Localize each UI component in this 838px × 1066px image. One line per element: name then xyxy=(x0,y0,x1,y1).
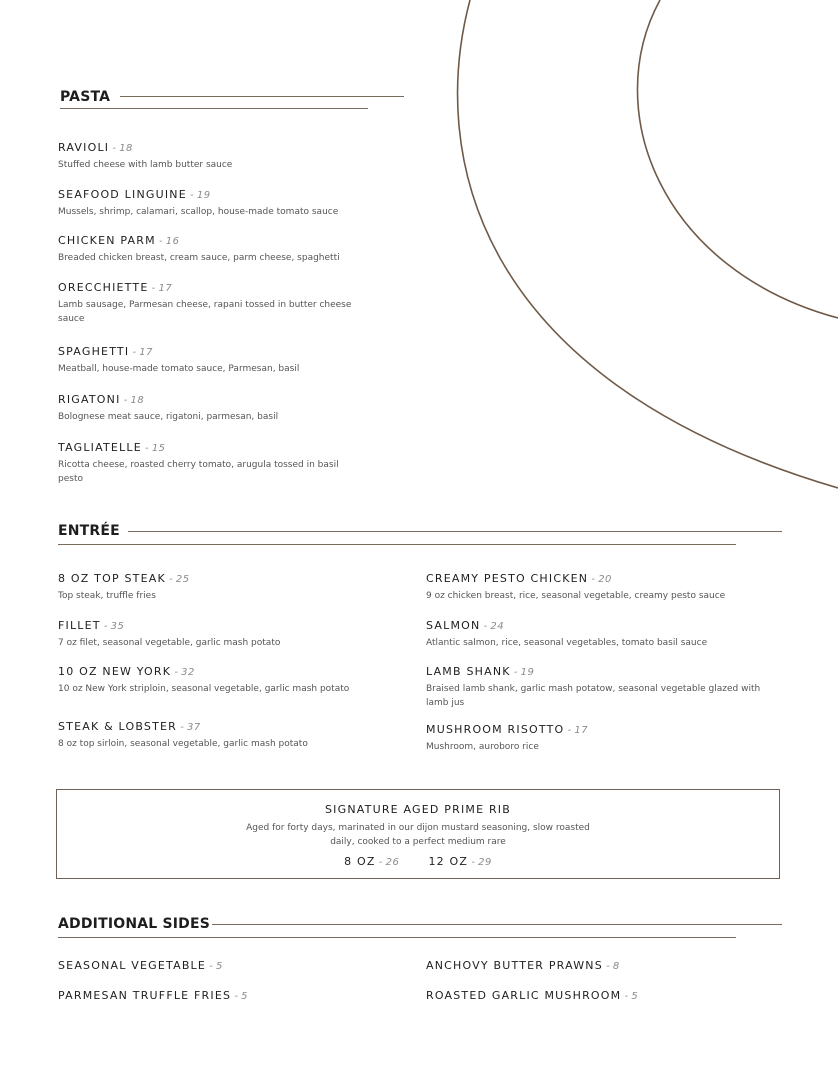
item-description: Atlantic salmon, rice, seasonal vegetables, tomato basil sauce xyxy=(426,638,708,648)
signature-size: 12 OZ - 29 xyxy=(428,855,492,868)
item-description: Breaded chicken breast, cream sauce, parm cheese, spaghetti xyxy=(58,253,340,263)
item-name: MUSHROOM RISOTTO xyxy=(426,723,565,736)
section-title-pasta: PASTA xyxy=(60,89,111,105)
item-price: 25 xyxy=(175,574,190,585)
item-description: Top steak, truffle fries xyxy=(58,591,156,601)
signature-description: Aged for forty days, marinated in our dijon mustard seasoning, slow roasted daily, cooked to a perfect medium rare xyxy=(246,823,590,847)
menu-item: TAGLIATELLE - 15 Ricotta cheese, roasted cherry tomato, arugula tossed in basil pesto xyxy=(58,439,358,486)
item-name: RIGATONI xyxy=(58,393,121,406)
menu-item: CREAMY PESTO CHICKEN - 20 9 oz chicken breast, rice, seasonal vegetable, creamy pesto sauce xyxy=(426,570,776,603)
size-price: 29 xyxy=(478,857,492,868)
item-name: TAGLIATELLE xyxy=(58,441,142,454)
item-price: 20 xyxy=(598,574,612,585)
signature-size: 8 OZ - 26 xyxy=(344,855,400,868)
section-title-sides: ADDITIONAL SIDES xyxy=(58,916,211,932)
menu-item: PARMESAN TRUFFLE FRIES - 5 xyxy=(58,989,249,1002)
pasta-rule-top xyxy=(120,96,404,97)
item-description: Stuffed cheese with lamb butter sauce xyxy=(58,160,233,170)
item-description: Mussels, shrimp, calamari, scallop, house-made tomato sauce xyxy=(58,207,339,217)
item-description: 7 oz filet, seasonal vegetable, garlic mash potato xyxy=(58,638,281,648)
item-price: 18 xyxy=(130,395,145,406)
pasta-rule-bottom xyxy=(60,108,368,109)
menu-item: CHICKEN PARM - 16 Breaded chicken breast, cream sauce, parm cheese, spaghetti xyxy=(58,232,408,265)
item-price: 15 xyxy=(151,443,166,454)
inner-arc xyxy=(637,0,838,318)
item-name: ORECCHIETTE xyxy=(58,281,149,294)
entree-rule-top xyxy=(128,531,782,532)
menu-item: SEASONAL VEGETABLE - 5 xyxy=(58,959,223,972)
item-name: CHICKEN PARM xyxy=(58,234,156,247)
signature-sizes xyxy=(57,853,779,870)
item-description: Bolognese meat sauce, rigatoni, parmesan, basil xyxy=(58,412,279,422)
sides-rule-top xyxy=(212,924,782,925)
section-title-entree: ENTRÉE xyxy=(58,523,120,539)
item-name: LAMB SHANK xyxy=(426,665,511,678)
item-price: 5 xyxy=(631,991,639,1002)
item-description: Mushroom, auroboro rice xyxy=(426,742,539,752)
item-price: 16 xyxy=(165,236,180,247)
menu-item: ORECCHIETTE - 17 Lamb sausage, Parmesan cheese, rapani tossed in butter cheese sauce xyxy=(58,279,358,326)
item-price: 32 xyxy=(181,667,195,678)
menu-item: RIGATONI - 18 Bolognese meat sauce, rigatoni, parmesan, basil xyxy=(58,391,408,424)
item-description: Braised lamb shank, garlic mash potatow, seasonal vegetable glazed with lamb jus xyxy=(426,684,761,708)
item-price: 19 xyxy=(520,667,535,678)
item-price: 37 xyxy=(186,722,201,733)
menu-item: SEAFOOD LINGUINE - 19 Mussels, shrimp, calamari, scallop, house-made tomato sauce xyxy=(58,186,408,219)
item-name: SEAFOOD LINGUINE xyxy=(58,188,187,201)
item-description: Lamb sausage, Parmesan cheese, rapani tossed in butter cheese sauce xyxy=(58,300,352,324)
item-description: Ricotta cheese, roasted cherry tomato, arugula tossed in basil pesto xyxy=(58,460,339,484)
item-description: 10 oz New York striploin, seasonal vegetable, garlic mash potato xyxy=(58,684,350,694)
item-price: 35 xyxy=(110,621,125,632)
size-price: 26 xyxy=(385,857,400,868)
sides-rule-bottom xyxy=(58,937,736,938)
item-description: 8 oz top sirloin, seasonal vegetable, garlic mash potato xyxy=(58,739,308,749)
menu-item: ROASTED GARLIC MUSHROOM - 5 xyxy=(426,989,639,1002)
item-name: STEAK & LOBSTER xyxy=(58,720,178,733)
item-description: Meatball, house-made tomato sauce, Parmesan, basil xyxy=(58,364,300,374)
item-description: 9 oz chicken breast, rice, seasonal vegetable, creamy pesto sauce xyxy=(426,591,726,601)
item-price: 17 xyxy=(139,347,153,358)
item-price: 17 xyxy=(574,725,589,736)
item-name: SPAGHETTI xyxy=(58,345,130,358)
menu-item: SPAGHETTI - 17 Meatball, house-made tomato sauce, Parmesan, basil xyxy=(58,343,408,376)
menu-item: LAMB SHANK - 19 Braised lamb shank, garlic mash potatow, seasonal vegetable glazed with lamb jus xyxy=(426,663,771,710)
menu-item: 8 OZ TOP STEAK - 25 Top steak, truffle fries xyxy=(58,570,408,603)
signature-box xyxy=(56,789,780,879)
item-name: RAVIOLI xyxy=(58,141,110,154)
item-price: 8 xyxy=(612,961,620,972)
item-name: 8 OZ TOP STEAK xyxy=(58,572,166,585)
menu-item: 10 OZ NEW YORK - 32 10 oz New York striploin, seasonal vegetable, garlic mash potato xyxy=(58,663,408,696)
item-name: SEASONAL VEGETABLE xyxy=(58,959,207,972)
entree-rule-bottom xyxy=(58,544,736,545)
item-name: ANCHOVY BUTTER PRAWNS xyxy=(426,959,603,972)
item-name: PARMESAN TRUFFLE FRIES xyxy=(58,989,232,1002)
item-name: ROASTED GARLIC MUSHROOM xyxy=(426,989,622,1002)
item-name: SALMON xyxy=(426,619,481,632)
signature-title: SIGNATURE AGED PRIME RIB xyxy=(325,803,511,816)
menu-item: SALMON - 24 Atlantic salmon, rice, seasonal vegetables, tomato basil sauce xyxy=(426,617,776,650)
menu-item: ANCHOVY BUTTER PRAWNS - 8 xyxy=(426,959,620,972)
item-name: FILLET xyxy=(58,619,101,632)
item-price: 5 xyxy=(241,991,249,1002)
item-price: 17 xyxy=(158,283,173,294)
size-name: 8 OZ xyxy=(344,855,376,868)
item-price: 24 xyxy=(490,621,505,632)
item-name: CREAMY PESTO CHICKEN xyxy=(426,572,589,585)
menu-item: STEAK & LOBSTER - 37 8 oz top sirloin, seasonal vegetable, garlic mash potato xyxy=(58,718,408,751)
menu-item: FILLET - 35 7 oz filet, seasonal vegetable, garlic mash potato xyxy=(58,617,408,650)
menu-item: MUSHROOM RISOTTO - 17 Mushroom, auroboro rice xyxy=(426,721,776,754)
menu-item: RAVIOLI - 18 Stuffed cheese with lamb butter sauce xyxy=(58,139,408,172)
item-price: 18 xyxy=(119,143,133,154)
item-price: 19 xyxy=(196,190,211,201)
outer-arc xyxy=(458,0,838,488)
item-name: 10 OZ NEW YORK xyxy=(58,665,172,678)
size-name: 12 OZ xyxy=(428,855,469,868)
item-price: 5 xyxy=(216,961,223,972)
